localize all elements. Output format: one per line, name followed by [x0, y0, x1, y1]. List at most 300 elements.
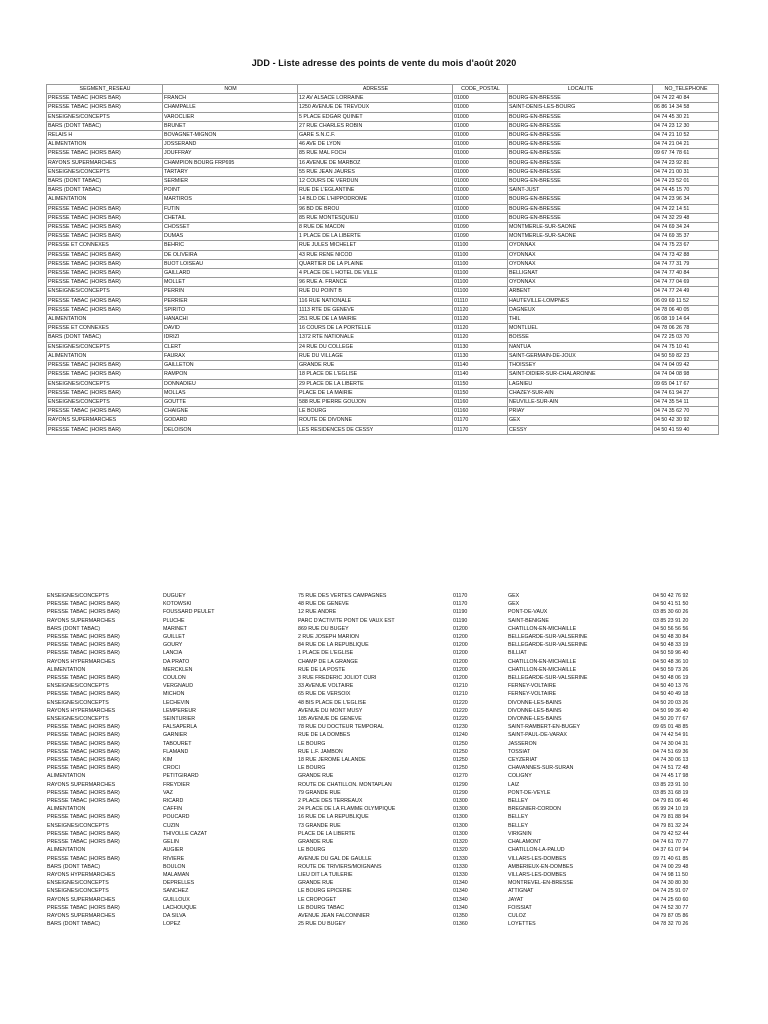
cell-telephone: 04 74 35 62 70 [653, 407, 719, 416]
cell-nom: FREYDIER [163, 781, 190, 788]
cell-telephone: 04 50 40 13 76 [653, 683, 689, 690]
cell-code-postal: 01340 [453, 904, 468, 911]
table-row [47, 333, 719, 342]
table-row [47, 407, 719, 416]
cell-adresse: LE BOURG [298, 765, 326, 772]
cell-localite: CESSY [508, 425, 653, 434]
cell-telephone: 03 85 23 91 20 [653, 617, 689, 624]
cell-code-postal: 01120 [453, 315, 508, 324]
table-row [47, 259, 719, 268]
cell-nom: COULON [163, 675, 186, 682]
cell-segment: ENSEIGNES/CONCEPTS [47, 112, 163, 121]
cell-telephone: 04 79 81 32 24 [653, 822, 689, 829]
cell-localite: BELLEY [508, 822, 529, 829]
cell-adresse: 43 RUE RENE NICOD [298, 250, 453, 259]
table-row [47, 425, 719, 434]
cell-nom: DAVID [163, 324, 298, 333]
cell-localite: ATTIGNAT [508, 888, 534, 895]
cell-adresse: LE BOURG TABAC [298, 904, 345, 911]
cell-nom: FALSAPERLA [163, 724, 197, 731]
cell-telephone: 09 65 01 48 85 [653, 724, 689, 731]
cell-adresse: LE CROPOGET [298, 896, 337, 903]
cell-nom: MOLLET [163, 278, 298, 287]
table-row [47, 388, 719, 397]
cell-segment: RAYONS SUPERMARCHES [47, 912, 116, 919]
cell-code-postal: 01250 [453, 740, 468, 747]
cell-telephone: 06 09 69 11 52 [653, 296, 719, 305]
header-segment-reseau: SEGMENT_RESEAU [47, 85, 163, 94]
cell-telephone: 03 85 23 91 10 [653, 781, 689, 788]
cell-segment: PRESSE TABAC (HORS BAR) [47, 223, 163, 232]
cell-localite: BELLEGARDE-SUR-VALSERINE [508, 675, 588, 682]
cell-telephone: 04 74 45 17 98 [653, 773, 689, 780]
cell-adresse: GRANDE RUE [298, 361, 453, 370]
cell-adresse: LIEU DIT LA TUILERIE [298, 871, 353, 878]
cell-nom: BOULON [163, 863, 186, 870]
cell-adresse: RUE DU VILLAGE [298, 351, 453, 360]
cell-segment: PRESSE TABAC (HORS BAR) [47, 103, 163, 112]
cell-telephone: 04 74 23 96 34 [653, 195, 719, 204]
cell-adresse: LE BOURG [298, 740, 326, 747]
cell-telephone: 04 74 52 30 77 [653, 904, 689, 911]
cell-localite: CEYZERIAT [508, 757, 538, 764]
cell-localite: HAUTEVILLE-LOMPNES [508, 296, 653, 305]
cell-code-postal: 01100 [453, 287, 508, 296]
table-row [47, 379, 719, 388]
cell-segment: PRESSE TABAC (HORS BAR) [47, 278, 163, 287]
cell-adresse: RUE JULES MICHELET [298, 241, 453, 250]
cell-localite: DIVONNE-LES-BAINS [508, 707, 562, 714]
cell-adresse: 8 RUE DE MACON [298, 223, 453, 232]
cell-localite: FOISSIAT [508, 904, 532, 911]
cell-telephone: 06 08 19 14 64 [653, 315, 719, 324]
table-row [46, 756, 718, 764]
cell-adresse: 1250 AVENUE DE TREVOUX [298, 103, 453, 112]
cell-nom: RICARD [163, 798, 184, 805]
cell-adresse: 3 RUE FREDERIC JOLIOT CURI [298, 675, 377, 682]
cell-segment: PRESSE TABAC (HORS BAR) [47, 830, 120, 837]
cell-segment: ALIMENTATION [47, 351, 163, 360]
cell-adresse: 18 RUE JEROME LALANDE [298, 757, 366, 764]
cell-segment: RAYONS SUPERMARCHES [47, 158, 163, 167]
cell-localite: TOSSIAT [508, 748, 531, 755]
cell-localite: LOYETTES [508, 921, 536, 928]
cell-telephone: 09 67 74 78 61 [653, 149, 719, 158]
cell-telephone: 04 74 61 94 27 [653, 388, 719, 397]
cell-adresse: CHAMP DE LA GRANGE [298, 658, 358, 665]
cell-segment: PRESSE TABAC (HORS BAR) [47, 296, 163, 305]
cell-telephone: 04 74 75 23 67 [653, 241, 719, 250]
table-row [46, 608, 718, 616]
cell-nom: GARNIER [163, 732, 188, 739]
cell-nom: GOURY [163, 642, 183, 649]
cell-code-postal: 01160 [453, 407, 508, 416]
table-row [46, 863, 718, 871]
table-row [46, 682, 718, 690]
cell-localite: BOURG-EN-BRESSE [508, 131, 653, 140]
cell-code-postal: 01000 [453, 149, 508, 158]
cell-adresse: 79 GRANDE RUE [298, 789, 341, 796]
cell-localite: MONTREVEL-EN-BRESSE [508, 880, 574, 887]
cell-code-postal: 01250 [453, 765, 468, 772]
cell-localite: OYONNAX [508, 278, 653, 287]
cell-segment: PRESSE ET CONNEXES [47, 324, 163, 333]
cell-localite: OYONNAX [508, 250, 653, 259]
header-no-telephone: NO_TELEPHONE [653, 85, 719, 94]
table-row [46, 731, 718, 739]
cell-segment: PRESSE TABAC (HORS BAR) [47, 250, 163, 259]
cell-adresse: 16 COURS DE LA PORTELLE [298, 324, 453, 333]
table-row [46, 912, 718, 920]
cell-localite: BELLEY [508, 814, 529, 821]
cell-segment: RAYONS HYPERMARCHES [47, 707, 116, 714]
cell-localite: DIVONNE-LES-BAINS [508, 699, 562, 706]
cell-telephone: 04 50 48 33 19 [653, 642, 689, 649]
cell-nom: CROCI [163, 765, 181, 772]
cell-nom: FAURAX [163, 351, 298, 360]
cell-localite: LAGNIEU [508, 379, 653, 388]
cell-localite: BOISSE [508, 333, 653, 342]
cell-segment: PRESSE TABAC (HORS BAR) [47, 904, 120, 911]
cell-segment: BARS (DONT TABAC) [47, 186, 163, 195]
cell-nom: BRUNET [163, 121, 298, 130]
cell-segment: PRESSE TABAC (HORS BAR) [47, 213, 163, 222]
cell-adresse: 48 RUE DE GENEVE [298, 601, 349, 608]
cell-adresse: LE BOURG [298, 847, 326, 854]
cell-adresse: 25 RUE DU BUGEY [298, 921, 346, 928]
table-row [46, 740, 718, 748]
cell-localite: CHATILLON-EN-MICHAILLE [508, 625, 577, 632]
cell-segment: PRESSE TABAC (HORS BAR) [47, 748, 120, 755]
cell-adresse: GRANDE RUE [298, 773, 334, 780]
cell-adresse: 12 AV ALSACE LORRAINE [298, 94, 453, 103]
cell-code-postal: 01000 [453, 186, 508, 195]
cell-telephone: 04 37 61 07 94 [653, 847, 689, 854]
cell-localite: SAINT-BENIGNE [508, 617, 549, 624]
table-row [47, 370, 719, 379]
cell-adresse: 46 AVE DE LYON [298, 140, 453, 149]
cell-segment: ENSEIGNES/CONCEPTS [47, 167, 163, 176]
cell-telephone: 04 74 00 29 48 [653, 863, 689, 870]
cell-segment: PRESSE TABAC (HORS BAR) [47, 855, 120, 862]
cell-adresse: 75 RUE DES VERTES CAMPAGNES [298, 593, 387, 599]
cell-telephone: 04 50 59 73 26 [653, 666, 689, 673]
cell-nom: POINT [163, 186, 298, 195]
cell-segment: PRESSE TABAC (HORS BAR) [47, 798, 120, 805]
cell-segment: BARS (DONT TABAC) [47, 863, 100, 870]
cell-code-postal: 01160 [453, 397, 508, 406]
cell-telephone: 04 78 06 40 05 [653, 305, 719, 314]
cell-adresse: 27 RUE CHARLES ROBIN [298, 121, 453, 130]
cell-code-postal: 01100 [453, 250, 508, 259]
cell-code-postal: 01240 [453, 732, 468, 739]
table-row [47, 94, 719, 103]
cell-nom: MICHON [163, 691, 185, 698]
cell-nom: CUZIN [163, 822, 180, 829]
cell-code-postal: 01340 [453, 880, 468, 887]
cell-telephone: 04 74 69 35 37 [653, 232, 719, 241]
cell-segment: PRESSE TABAC (HORS BAR) [47, 259, 163, 268]
cell-code-postal: 01200 [453, 666, 468, 673]
cell-adresse: 16 RUE DE LA REPUBLIQUE [298, 814, 369, 821]
cell-code-postal: 01210 [453, 691, 468, 698]
cell-nom: VAZ [163, 789, 173, 796]
cell-localite: NEUVILLE-SUR-AIN [508, 397, 653, 406]
table-row [47, 213, 719, 222]
cell-code-postal: 01000 [453, 140, 508, 149]
table-row [46, 633, 718, 641]
cell-telephone: 04 74 23 92 81 [653, 158, 719, 167]
cell-telephone: 04 50 42 76 92 [653, 593, 689, 599]
cell-segment: ENSEIGNES/CONCEPTS [47, 683, 109, 690]
cell-telephone: 04 74 45 30 21 [653, 112, 719, 121]
cell-segment: PRESSE TABAC (HORS BAR) [47, 650, 120, 657]
cell-telephone: 04 50 20 03 26 [653, 699, 689, 706]
cell-localite: VIRIGNIN [508, 830, 532, 837]
cell-localite: THIL [508, 315, 653, 324]
cell-telephone: 04 74 51 72 48 [653, 765, 689, 772]
cell-adresse: 16 AVENUE DE MARBOZ [298, 158, 453, 167]
cell-nom: GAILLARD [163, 269, 298, 278]
table-row [46, 805, 718, 813]
cell-adresse: ROUTE DE TRIVIERS/MOIGNANS [298, 863, 382, 870]
cell-localite: ARBENT [508, 287, 653, 296]
table-row [46, 666, 718, 674]
cell-localite: FERNEY-VOLTAIRE [508, 691, 557, 698]
cell-code-postal: 01330 [453, 871, 468, 878]
cell-segment: RELAIS H [47, 131, 163, 140]
cell-nom: SERMIER [163, 177, 298, 186]
cell-telephone: 04 74 45 15 70 [653, 186, 719, 195]
cell-code-postal: 01000 [453, 195, 508, 204]
cell-telephone: 04 74 22 40 84 [653, 94, 719, 103]
cell-localite: BOURG-EN-BRESSE [508, 167, 653, 176]
cell-adresse: 1372 RTE NATIONALE [298, 333, 453, 342]
table-row [46, 797, 718, 805]
table-row [47, 223, 719, 232]
cell-telephone: 04 74 21 10 52 [653, 131, 719, 140]
cell-adresse: 2 RUE JOSEPH MARION [298, 634, 359, 641]
cell-localite: BOURG-EN-BRESSE [508, 112, 653, 121]
cell-segment: ENSEIGNES/CONCEPTS [47, 342, 163, 351]
cell-adresse: RUE L.F. JAMBON [298, 748, 343, 755]
cell-segment: PRESSE TABAC (HORS BAR) [47, 601, 120, 608]
cell-adresse: 84 RUE DE LA REPUBLIQUE [298, 642, 369, 649]
cell-nom: CHAMPION BOURG FRP695 [163, 158, 298, 167]
cell-code-postal: 01270 [453, 773, 468, 780]
cell-adresse: RUE DE L'EGLANTINE [298, 186, 453, 195]
cell-segment: BARS (DONT TABAC) [47, 333, 163, 342]
cell-nom: DONNADIEU [163, 379, 298, 388]
header-code-postal: CODE_POSTAL [453, 85, 508, 94]
table-row [46, 674, 718, 682]
cell-telephone: 04 50 56 56 56 [653, 625, 689, 632]
cell-telephone: 04 74 22 14 51 [653, 204, 719, 213]
cell-telephone: 04 74 04 09 42 [653, 361, 719, 370]
cell-adresse: 24 RUE DU COLLEGE [298, 342, 453, 351]
table-row [46, 699, 718, 707]
cell-adresse: 116 RUE NATIONALE [298, 296, 453, 305]
cell-localite: NANTUA [508, 342, 653, 351]
cell-nom: CHAMPALLE [163, 103, 298, 112]
cell-nom: CHAIGNE [163, 407, 298, 416]
cell-code-postal: 01300 [453, 830, 468, 837]
cell-segment: PRESSE TABAC (HORS BAR) [47, 724, 120, 731]
cell-telephone: 04 74 77 40 84 [653, 269, 719, 278]
cell-code-postal: 01000 [453, 158, 508, 167]
cell-telephone: 04 74 25 91 07 [653, 888, 689, 895]
cell-adresse: 18 PLACE DE L'EGLISE [298, 370, 453, 379]
cell-nom: DA PRATO [163, 658, 190, 665]
cell-nom: RAMPON [163, 370, 298, 379]
cell-telephone: 04 74 23 52 01 [653, 177, 719, 186]
cell-telephone: 04 74 21 00 31 [653, 167, 719, 176]
cell-nom: DUMAS [163, 232, 298, 241]
cell-nom: GUILLOUX [163, 896, 190, 903]
cell-segment: ENSEIGNES/CONCEPTS [47, 593, 109, 599]
table-row [46, 904, 718, 912]
cell-segment: PRESSE TABAC (HORS BAR) [47, 361, 163, 370]
cell-telephone: 06 86 14 34 58 [653, 103, 719, 112]
cell-adresse: 65 RUE DE VERSOIX [298, 691, 351, 698]
table-row [46, 772, 718, 780]
table-row [46, 920, 718, 928]
cell-nom: GODARD [163, 416, 298, 425]
cell-code-postal: 01170 [453, 593, 468, 599]
cell-adresse: RUE DE LA POSTE [298, 666, 346, 673]
cell-telephone: 04 74 04 08 98 [653, 370, 719, 379]
cell-localite: MONTLUEL [508, 324, 653, 333]
cell-telephone: 04 79 81 88 94 [653, 814, 689, 821]
table-row [46, 813, 718, 821]
cell-adresse: PLACE DE LA MAIRIE [298, 388, 453, 397]
table-row [47, 158, 719, 167]
cell-localite: GEX [508, 593, 520, 599]
cell-code-postal: 01150 [453, 388, 508, 397]
cell-localite: BOURG-EN-BRESSE [508, 94, 653, 103]
cell-segment: ALIMENTATION [47, 315, 163, 324]
cell-code-postal: 01120 [453, 333, 508, 342]
cell-segment: PRESSE TABAC (HORS BAR) [47, 370, 163, 379]
cell-localite: GEX [508, 601, 520, 608]
cell-telephone: 04 74 51 69 36 [653, 748, 689, 755]
cell-localite: BREGNIER-CORDON [508, 806, 561, 813]
cell-localite: LAIZ [508, 781, 520, 788]
cell-localite: CHAVANNES-SUR-SURAN [508, 765, 574, 772]
table-row [46, 822, 718, 830]
cell-segment: PRESSE TABAC (HORS BAR) [47, 305, 163, 314]
table-row [46, 715, 718, 723]
cell-localite: AMBERIEUX-EN-DOMBES [508, 863, 574, 870]
cell-segment: RAYONS SUPERMARCHES [47, 416, 163, 425]
cell-nom: SANCHEZ [163, 888, 189, 895]
header-nom: NOM [163, 85, 298, 94]
table-row [47, 416, 719, 425]
table-row [46, 789, 718, 797]
cell-nom: LACHOUQUE [163, 904, 197, 911]
table-row [47, 177, 719, 186]
cell-adresse: ROUTE DE DIVONNE [298, 416, 453, 425]
table-row [47, 140, 719, 149]
cell-segment: PRESSE TABAC (HORS BAR) [47, 740, 120, 747]
cell-adresse: 24 PLACE DE LA FLAMME OLYMPIQUE [298, 806, 396, 813]
cell-localite: CHATILLON-EN-MICHAILLE [508, 666, 577, 673]
cell-segment: ENSEIGNES/CONCEPTS [47, 397, 163, 406]
cell-code-postal: 01360 [453, 921, 468, 928]
table-row [47, 342, 719, 351]
table-row [47, 296, 719, 305]
cell-telephone: 04 50 59 96 40 [653, 650, 689, 657]
cell-localite: BELLEGARDE-SUR-VALSERINE [508, 642, 588, 649]
cell-nom: PETITGIRARD [163, 773, 199, 780]
cell-segment: PRESSE TABAC (HORS BAR) [47, 765, 120, 772]
cell-code-postal: 01220 [453, 699, 468, 706]
cell-adresse: 869 RUE DU BUGEY [298, 625, 349, 632]
cell-localite: CULOZ [508, 912, 526, 919]
table-row [46, 592, 718, 600]
cell-code-postal: 01100 [453, 241, 508, 250]
points-of-sale-table-part-1 [46, 84, 719, 435]
cell-code-postal: 01150 [453, 379, 508, 388]
cell-telephone: 04 74 21 04 21 [653, 140, 719, 149]
table-row [46, 838, 718, 846]
cell-code-postal: 01000 [453, 131, 508, 140]
table-row [46, 855, 718, 863]
cell-telephone: 04 74 73 42 88 [653, 250, 719, 259]
cell-nom: CHOSSET [163, 223, 298, 232]
cell-adresse: AVENUE JEAN FALCONNIER [298, 912, 370, 919]
cell-adresse: 48 BIS PLACE DE L'EGLISE [298, 699, 367, 706]
cell-telephone: 04 50 48 36 10 [653, 658, 689, 665]
cell-localite: THOISSEY [508, 361, 653, 370]
cell-telephone: 09 71 40 61 85 [653, 855, 689, 862]
cell-telephone: 04 74 42 54 91 [653, 732, 689, 739]
cell-localite: VILLARS-LES-DOMBES [508, 855, 567, 862]
cell-localite: BOURG-EN-BRESSE [508, 121, 653, 130]
table-row [46, 781, 718, 789]
cell-code-postal: 01200 [453, 675, 468, 682]
cell-code-postal: 01330 [453, 855, 468, 862]
cell-code-postal: 01090 [453, 232, 508, 241]
cell-adresse: ROUTE DE CHATILLON. MONTAPLAN [298, 781, 392, 788]
cell-code-postal: 01250 [453, 748, 468, 755]
cell-nom: CHETAIL [163, 213, 298, 222]
table-row [47, 315, 719, 324]
cell-segment: PRESSE TABAC (HORS BAR) [47, 94, 163, 103]
cell-telephone: 06 99 24 10 19 [653, 806, 689, 813]
cell-code-postal: 01120 [453, 305, 508, 314]
cell-nom: PERRIN [163, 287, 298, 296]
table-row [46, 658, 718, 666]
header-adresse: ADRESSE [298, 85, 453, 94]
cell-code-postal: 01230 [453, 724, 468, 731]
cell-code-postal: 01300 [453, 798, 468, 805]
cell-telephone: 04 74 32 29 48 [653, 213, 719, 222]
cell-localite: COLIGNY [508, 773, 532, 780]
table-row [46, 764, 718, 772]
cell-nom: DELOISON [163, 425, 298, 434]
cell-code-postal: 01000 [453, 167, 508, 176]
cell-code-postal: 01200 [453, 634, 468, 641]
cell-code-postal: 01000 [453, 103, 508, 112]
cell-nom: LECHEVIN [163, 699, 190, 706]
cell-telephone: 04 72 25 03 70 [653, 333, 719, 342]
cell-nom: GELIN [163, 839, 179, 846]
cell-segment: PRESSE TABAC (HORS BAR) [47, 789, 120, 796]
cell-adresse: GRANDE RUE [298, 839, 334, 846]
table-row [47, 269, 719, 278]
cell-segment: PRESSE ET CONNEXES [47, 241, 163, 250]
